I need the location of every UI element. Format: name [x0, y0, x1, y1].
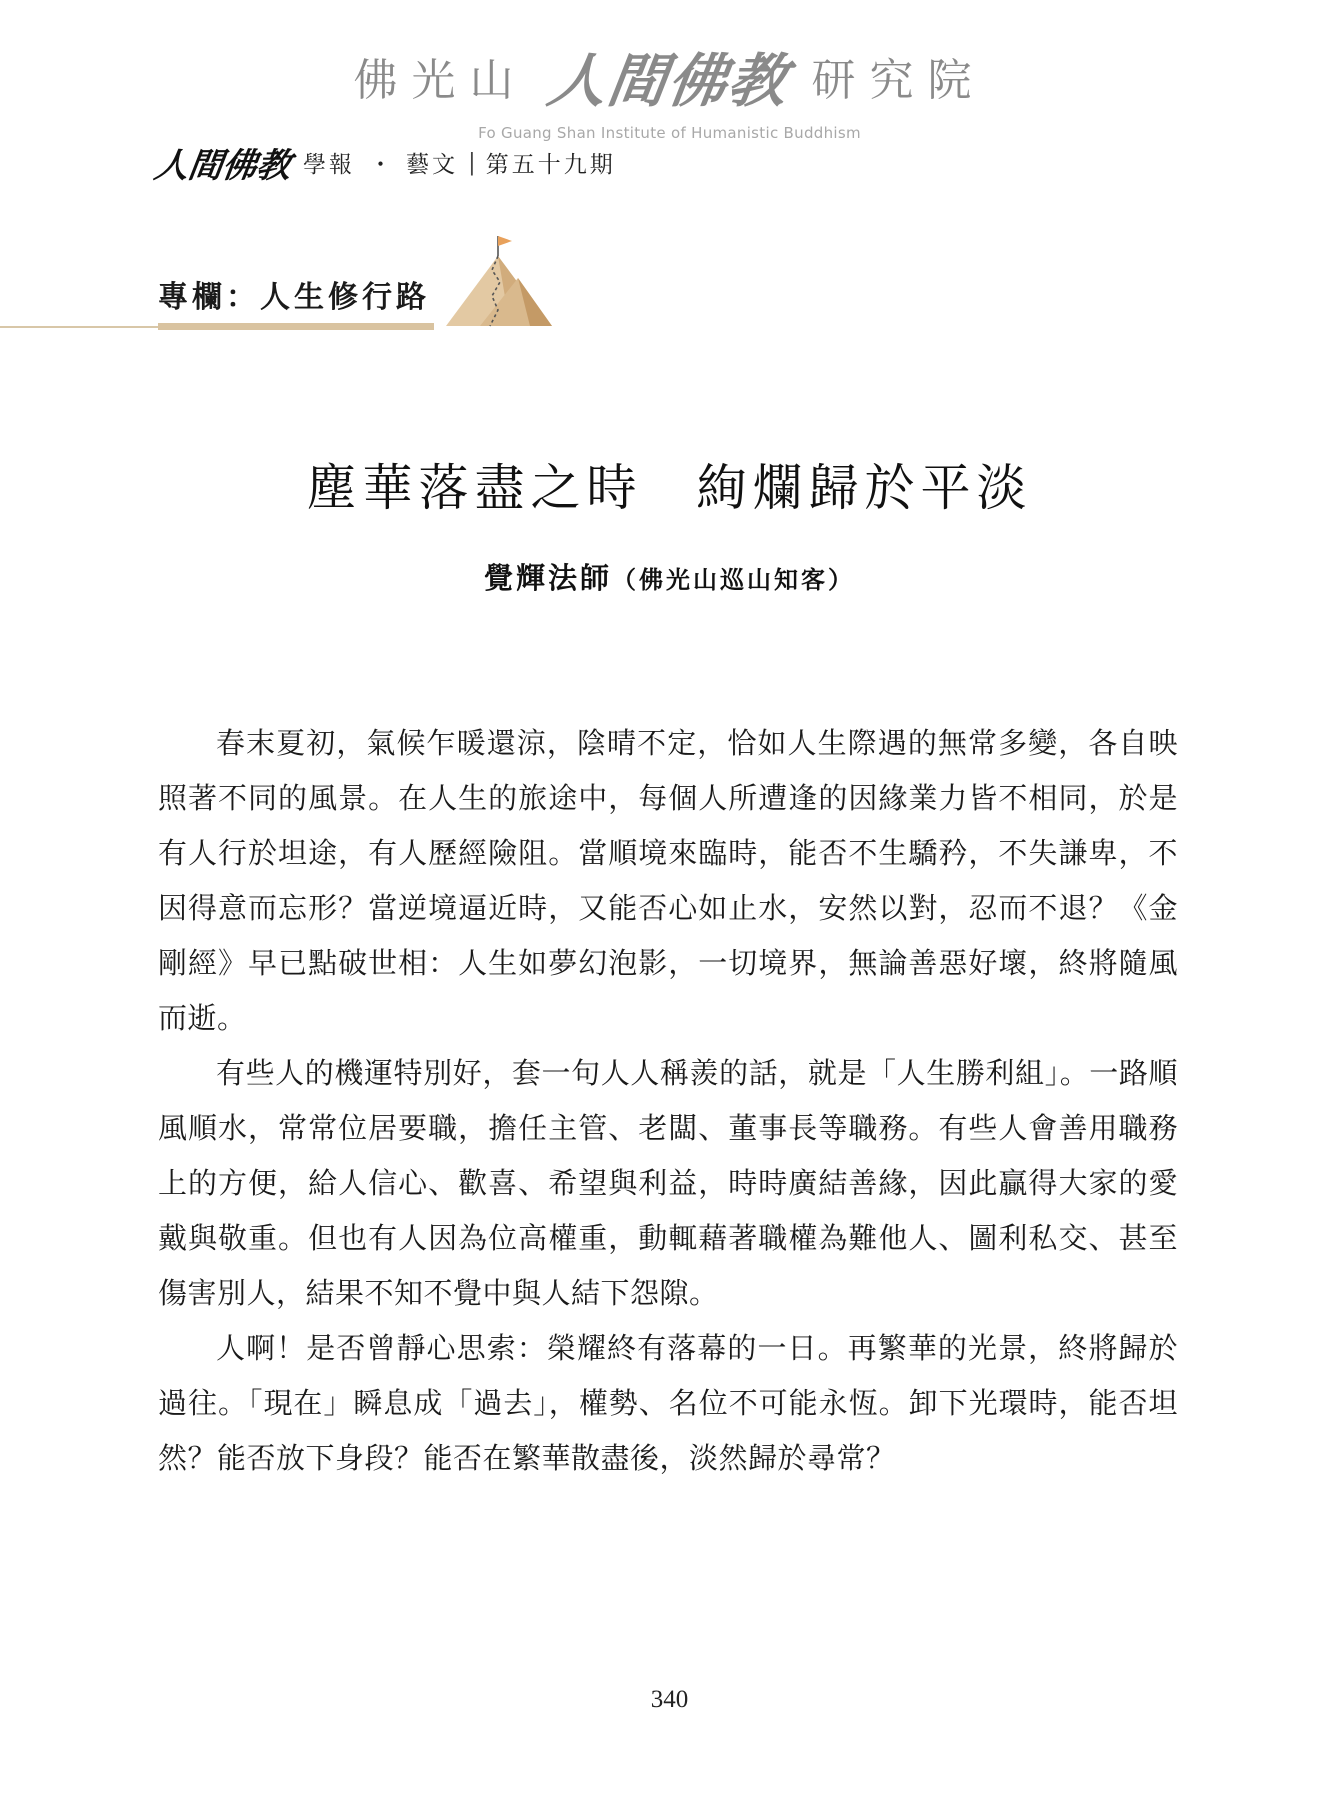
article-title	[0, 448, 1339, 520]
article-title-part-2: 絢爛歸於平淡	[696, 459, 1033, 517]
journal-separator: |	[468, 149, 476, 176]
journal-issue: 第五十九期	[485, 152, 616, 178]
institute-name: 佛光山	[353, 55, 528, 106]
journal-running-header	[151, 138, 616, 187]
institute-suffix: 研究院	[811, 55, 986, 106]
column-rule-thick	[158, 323, 434, 330]
author-name: 覺輝法師	[483, 561, 612, 595]
journal-brand-logo: 人間佛教	[151, 146, 294, 186]
journal-part-2: 藝文	[406, 152, 458, 178]
author-line	[0, 556, 1339, 597]
journal-part-1: 學報	[303, 152, 355, 178]
column-label: 專欄：人生修行路	[158, 280, 430, 315]
column-banner	[0, 234, 560, 330]
article-body	[158, 716, 1178, 1486]
page-number: 340	[650, 1686, 689, 1713]
institute-brand-logo: 人間佛教	[544, 47, 794, 115]
author-affiliation: （佛光山巡山知客）	[612, 565, 855, 594]
article-title-part-1: 塵華落盡之時	[306, 459, 643, 517]
institute-header	[0, 34, 1339, 142]
institute-english-name: Fo Guang Shan Institute of Humanistic Buddhism	[478, 124, 861, 142]
paragraph: 有些人的機運特別好，套一句人人稱羨的話，就是「人生勝利組」。一路順風順水，常常位居要職，擔任主管、老闆、董事長等職務。有些人會善用職務上的方便，給人信心、歡喜、希望與利益，時時廣結善緣，因此贏得大家的愛戴與敬重。但也有人因為位高權重，動輒藉著職權為難他人、圖利私交、甚至傷害別人，結果不知不覺中與人結下怨隙。	[158, 1056, 1178, 1310]
paragraph: 人啊！是否曾靜心思索：榮耀終有落幕的一日。再繁華的光景，終將歸於過往。「現在」瞬息成「過去」，權勢、名位不可能永恆。卸下光環時，能否坦然？能否放下身段？能否在繁華散盡後，淡然歸於尋常？	[158, 1331, 1178, 1475]
paragraph: 春末夏初，氣候乍暖還涼，陰晴不定，恰如人生際遇的無常多變，各自映照著不同的風景。在人生的旅途中，每個人所遭逢的因緣業力皆不相同，於是有人行於坦途，有人歷經險阻。當順境來臨時，能否不生驕矜，不失謙卑，不因得意而忘形？當逆境逼近時，又能否心如止水，安然以對，忍而不退？《金剛經》早已點破世相：人生如夢幻泡影，一切境界，無論善惡好壞，終將隨風而逝。	[158, 726, 1178, 1035]
column-rule-thin	[0, 326, 158, 328]
journal-dot: ・	[369, 152, 392, 178]
institute-title	[0, 34, 1339, 118]
mountain-flag-icon	[440, 234, 560, 330]
